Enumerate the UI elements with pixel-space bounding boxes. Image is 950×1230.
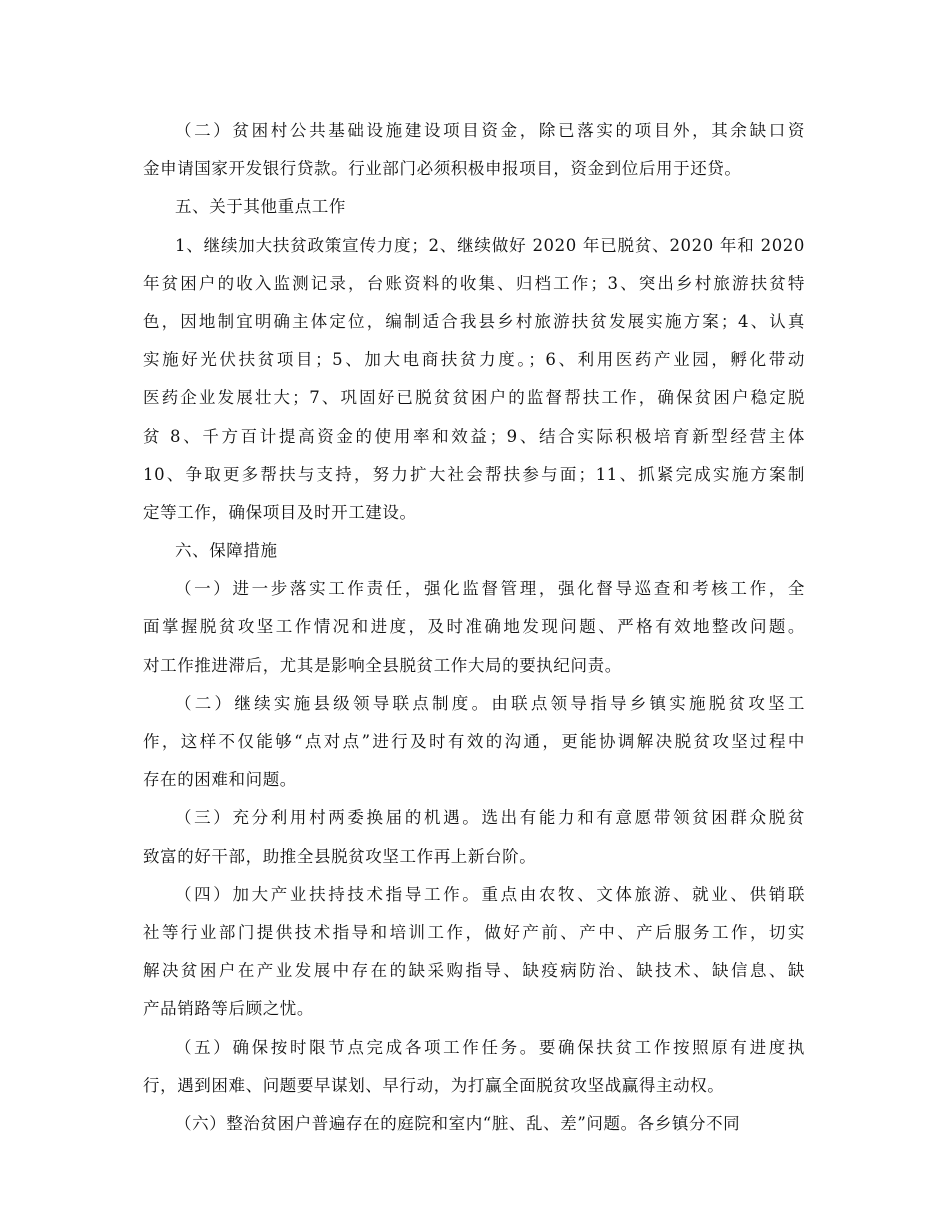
paragraph	[143, 876, 805, 1029]
section-heading	[143, 188, 805, 226]
paragraph	[143, 112, 805, 188]
text-line: 1、继续加大扶贫政策宣传力度；2、继续做好 2020 年已脱贫、2020 年和 2020	[175, 235, 805, 255]
text-line: （三）充分利用村两委换届的机遇。选出有能力和有意愿带领贫困群众脱贫	[175, 808, 805, 828]
text-line: 医药企业发展壮大；7、巩固好已脱贫贫困户的监督帮扶工作，确保贫困户稳定脱	[143, 388, 805, 408]
paragraph	[143, 799, 805, 875]
text-line: 五、关于其他重点工作	[175, 197, 346, 217]
text-line: 作，这样不仅能够“点对点”进行及时有效的沟通，更能协调解决脱贫攻坚过程中	[143, 732, 805, 751]
text-line: 六、保障措施	[175, 541, 278, 561]
paragraph	[143, 685, 805, 800]
section-heading	[143, 532, 805, 570]
text-line: 年贫困户的收入监测记录，台账资料的收集、归档工作；3、突出乡村旅游扶贫特	[143, 273, 805, 293]
text-line: 10、争取更多帮扶与支持，努力扩大社会帮扶参与面；11、抓紧完成实施方案制	[143, 464, 805, 484]
text-line: 实施好光伏扶贫项目；5、加大电商扶贫力度。；6、利用医药产业园，孵化带动	[143, 350, 805, 370]
paragraph	[143, 1029, 805, 1105]
text-line: 色，因地制宜明确主体定位，编制适合我县乡村旅游扶贫发展实施方案；4、认真	[143, 311, 805, 331]
text-line: 行，遇到困难、问题要早谋划、早行动，为打赢全面脱贫攻坚战赢得主动权。	[143, 1075, 725, 1095]
text-line: （一）进一步落实工作责任，强化监督管理，强化督导巡查和考核工作，全	[175, 579, 805, 599]
text-line: 社等行业部门提供技术指导和培训工作，做好产前、产中、产后服务工作，切实	[143, 922, 805, 942]
text-line: 致富的好干部，助推全县脱贫攻坚工作再上新台阶。	[143, 846, 537, 866]
paragraph	[143, 227, 805, 533]
text-line: 面掌握脱贫攻坚工作情况和进度，及时准确地发现问题、严格有效地整改问题。	[143, 617, 805, 637]
text-line: （四）加大产业扶持技术指导工作。重点由农牧、文体旅游、就业、供销联	[175, 884, 805, 904]
text-line: （二）贫困村公共基础设施建设项目资金，除已落实的项目外，其余缺口资	[175, 121, 805, 140]
text-line: 产品销路等后顾之忧。	[143, 999, 314, 1019]
text-line: 对工作推进滞后，尤其是影响全县脱贫工作大局的要执纪问责。	[143, 655, 622, 675]
text-line: （六）整治贫困户普遍存在的庭院和室内“脏、乱、差”问题。各乡镇分不同	[175, 1113, 741, 1133]
text-line: 解决贫困户在产业发展中存在的缺采购指导、缺疫病防治、缺技术、缺信息、缺	[143, 961, 805, 981]
paragraph	[143, 1105, 805, 1143]
text-line: 金申请国家开发银行贷款。行业部门必须积极申报项目，资金到位后用于还贷。	[143, 159, 742, 179]
text-line: 定等工作，确保项目及时开工建设。	[143, 502, 417, 522]
text-line: （二）继续实施县级领导联点制度。由联点领导指导乡镇实施脱贫攻坚工	[175, 693, 805, 713]
text-line: 贫 8、千方百计提高资金的使用率和效益；9、结合实际积极培育新型经营主体	[143, 426, 805, 446]
text-line: 存在的困难和问题。	[143, 770, 297, 790]
paragraph	[143, 570, 805, 685]
document-body	[143, 112, 805, 1143]
text-line: （五）确保按时限节点完成各项工作任务。要确保扶贫工作按照原有进度执	[175, 1037, 805, 1057]
